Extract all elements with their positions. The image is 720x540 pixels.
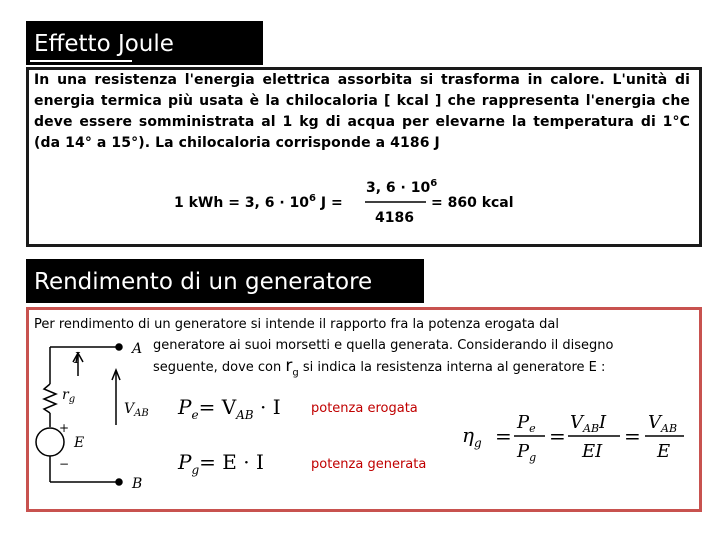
fraction3-numerator: $V_{AB}$ bbox=[648, 412, 678, 435]
circuit-emf-label: E bbox=[74, 435, 85, 451]
circuit-vab-label: $V_{AB}$ bbox=[124, 401, 149, 419]
circuit-node-b: B bbox=[132, 476, 143, 492]
formula-numerator: 3, $6 \cdot 10^6$ bbox=[366, 178, 438, 196]
circuit-plus-sign: + bbox=[59, 421, 70, 435]
fraction1-numerator: $P_e$ bbox=[517, 412, 536, 435]
section-title-effetto-joule: Effetto Joule bbox=[26, 21, 263, 65]
rendimento-line-3: seguente, dove con $r_g$ si indica la resistenza interna al generatore E : bbox=[153, 356, 606, 379]
svg-text:=: = bbox=[549, 424, 566, 448]
fraction3-denominator: E bbox=[657, 441, 671, 462]
eta-symbol: $\eta_g$ bbox=[462, 423, 482, 450]
formula-denominator: 4186 bbox=[375, 210, 414, 226]
svg-text:=: = bbox=[624, 424, 641, 448]
label-potenza-generata: potenza generata bbox=[311, 457, 427, 472]
rendimento-line-1: Per rendimento di un generatore si intende il rapporto fra la potenza erogata dal bbox=[34, 317, 559, 332]
fraction2-denominator: EI bbox=[582, 441, 603, 462]
circuit-node-a: A bbox=[132, 341, 143, 357]
fraction1-denominator: $P_g$ bbox=[517, 441, 537, 464]
label-potenza-erogata: potenza erogata bbox=[311, 401, 418, 416]
pg-formula: $P_g= E \cdot I$ bbox=[178, 450, 264, 477]
joule-paragraph: In una resistenza l'energia elettrica assorbita si trasforma in calore. L'unità di energia termica più usata è la chilocaloria [ kcal ] che rappresenta l'energia che deve essere somministrata al 1 kg di acqua per elevarne la temperatura di 1°C (da 14° a 15°). La chilocaloria corrisponde a 4186 J bbox=[34, 72, 690, 151]
circuit-rg-label: $r_g$ bbox=[62, 387, 76, 405]
section-title-rendimento: Rendimento di un generatore bbox=[26, 259, 424, 303]
circuit-current-label: I bbox=[74, 349, 80, 367]
fraction2-numerator: $V_{AB}I$ bbox=[570, 412, 607, 435]
circuit-minus-sign: − bbox=[59, 457, 70, 471]
formula-lhs: 1 kWh = 3, $6 \cdot 10^6$ J = bbox=[174, 193, 343, 211]
pe-formula: $P_e= V_{AB} \cdot I$ bbox=[178, 395, 281, 422]
formula-rhs: = 860 kcal bbox=[431, 195, 514, 211]
rendimento-line-2: generatore ai suoi morsetti e quella generata. Considerando il disegno bbox=[153, 338, 614, 353]
svg-text:=: = bbox=[495, 424, 512, 448]
